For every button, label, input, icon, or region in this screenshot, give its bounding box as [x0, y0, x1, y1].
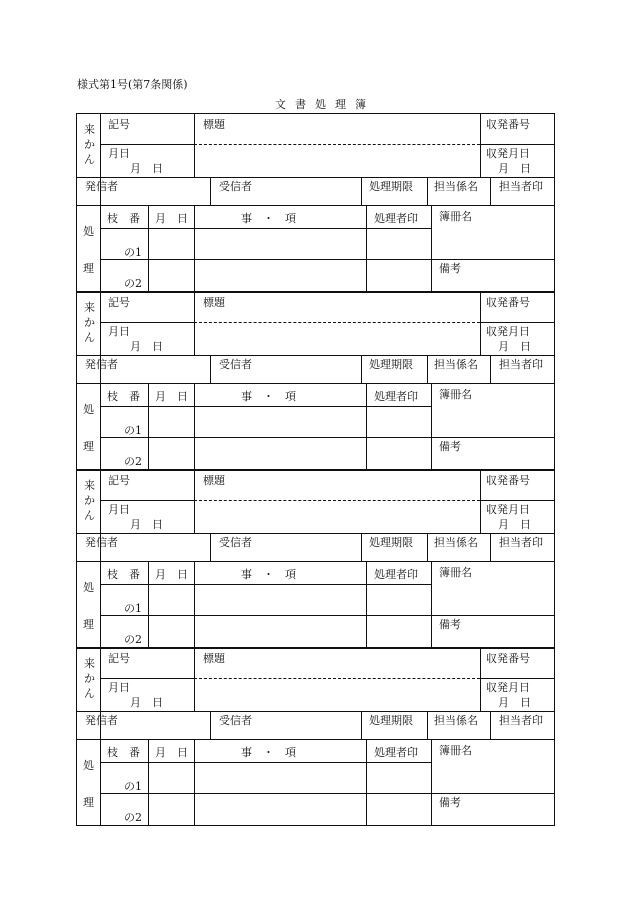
register-entry-3: [77, 470, 554, 648]
processing-label-1: 処: [83, 403, 94, 416]
remarks-label: 備考: [439, 262, 461, 275]
register-entry-2: [77, 292, 554, 470]
month-day-label: 月 日: [130, 340, 163, 353]
person-seal-label: 担当者印: [499, 180, 543, 193]
month-day-label: 月 日: [130, 162, 163, 175]
deadline-label: 処理期限: [369, 180, 413, 193]
reference-code-label: 記号: [108, 474, 130, 487]
incoming-label: 来かん: [84, 301, 95, 344]
deadline-label: 処理期限: [369, 358, 413, 371]
branch-number-label: 枝 番: [107, 568, 140, 581]
recipient-label: 受信者: [219, 536, 252, 549]
action-date-label: 月 日: [155, 746, 188, 759]
processing-label-1: 処: [83, 225, 94, 238]
ledger-name-label: 簿冊名: [439, 744, 472, 757]
branch-number-label: 枝 番: [107, 212, 140, 225]
sub-number-2: の2: [124, 455, 142, 468]
person-seal-label: 担当者印: [499, 358, 543, 371]
matter-label: 事 ・ 項: [241, 390, 296, 403]
sender-label: 発信者: [85, 358, 118, 371]
processor-seal-label: 処理者印: [374, 390, 418, 403]
subject-label: 標題: [203, 474, 225, 487]
branch-number-label: 枝 番: [107, 746, 140, 759]
date-label: 月日: [108, 325, 130, 338]
receipt-number-label: 収発番号: [486, 296, 530, 309]
receipt-date-label: 収発月日: [486, 503, 530, 516]
receipt-date-label: 収発月日: [486, 681, 530, 694]
date-label: 月日: [108, 681, 130, 694]
section-label: 担当係名: [434, 180, 478, 193]
deadline-label: 処理期限: [369, 536, 413, 549]
person-seal-label: 担当者印: [499, 536, 543, 549]
sender-label: 発信者: [85, 714, 118, 727]
reference-code-label: 記号: [108, 652, 130, 665]
ledger-name-label: 簿冊名: [439, 566, 472, 579]
recipient-label: 受信者: [219, 714, 252, 727]
sender-label: 発信者: [85, 536, 118, 549]
ledger-name-label: 簿冊名: [439, 388, 472, 401]
action-date-label: 月 日: [155, 390, 188, 403]
sub-number-1: の1: [124, 780, 142, 793]
form-number: 様式第1号(第7条関係): [77, 78, 188, 91]
processing-label-2: 理: [83, 618, 94, 631]
processing-label-2: 理: [83, 440, 94, 453]
processor-seal-label: 処理者印: [374, 568, 418, 581]
action-date-label: 月 日: [155, 212, 188, 225]
action-date-label: 月 日: [155, 568, 188, 581]
receipt-number-label: 収発番号: [486, 474, 530, 487]
section-label: 担当係名: [434, 358, 478, 371]
incoming-label: 来かん: [84, 479, 95, 522]
sender-label: 発信者: [85, 180, 118, 193]
sub-number-2: の2: [124, 811, 142, 824]
section-label: 担当係名: [434, 714, 478, 727]
remarks-label: 備考: [439, 618, 461, 631]
ledger-name-label: 簿冊名: [439, 210, 472, 223]
receipt-month-day-label: 月 日: [498, 162, 531, 175]
deadline-label: 処理期限: [369, 714, 413, 727]
receipt-month-day-label: 月 日: [498, 340, 531, 353]
sub-number-1: の1: [124, 424, 142, 437]
receipt-month-day-label: 月 日: [498, 696, 531, 709]
register-entry-4: [77, 648, 554, 826]
remarks-label: 備考: [439, 440, 461, 453]
subject-label: 標題: [203, 652, 225, 665]
receipt-number-label: 収発番号: [486, 118, 530, 131]
processing-label-1: 処: [83, 759, 94, 772]
sub-number-2: の2: [124, 633, 142, 646]
subject-label: 標題: [203, 118, 225, 131]
month-day-label: 月 日: [130, 518, 163, 531]
processing-label-2: 理: [83, 796, 94, 809]
processing-label-2: 理: [83, 262, 94, 275]
person-seal-label: 担当者印: [499, 714, 543, 727]
receipt-number-label: 収発番号: [486, 652, 530, 665]
subject-label: 標題: [203, 296, 225, 309]
register-table: [76, 113, 555, 826]
remarks-label: 備考: [439, 796, 461, 809]
sub-number-2: の2: [124, 277, 142, 290]
processor-seal-label: 処理者印: [374, 746, 418, 759]
processor-seal-label: 処理者印: [374, 212, 418, 225]
register-entry-1: [77, 114, 554, 292]
reference-code-label: 記号: [108, 118, 130, 131]
receipt-date-label: 収発月日: [486, 147, 530, 160]
matter-label: 事 ・ 項: [241, 746, 296, 759]
sub-number-1: の1: [124, 246, 142, 259]
branch-number-label: 枝 番: [107, 390, 140, 403]
incoming-label: 来かん: [84, 657, 95, 700]
receipt-date-label: 収発月日: [486, 325, 530, 338]
section-label: 担当係名: [434, 536, 478, 549]
incoming-label: 来かん: [84, 123, 95, 166]
processing-label-1: 処: [83, 581, 94, 594]
reference-code-label: 記号: [108, 296, 130, 309]
document-title: 文書処理簿: [275, 98, 375, 111]
recipient-label: 受信者: [219, 358, 252, 371]
sub-number-1: の1: [124, 602, 142, 615]
date-label: 月日: [108, 503, 130, 516]
receipt-month-day-label: 月 日: [498, 518, 531, 531]
matter-label: 事 ・ 項: [241, 212, 296, 225]
month-day-label: 月 日: [130, 696, 163, 709]
matter-label: 事 ・ 項: [241, 568, 296, 581]
recipient-label: 受信者: [219, 180, 252, 193]
date-label: 月日: [108, 147, 130, 160]
